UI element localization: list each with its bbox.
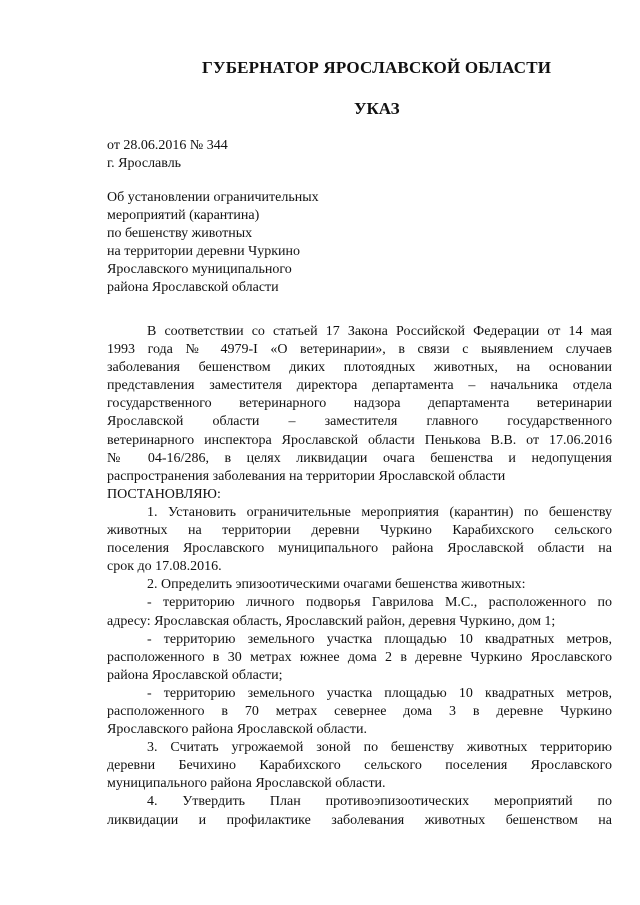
item-4-paragraph [107, 793, 612, 829]
text-line: Ярославской области – заместителя главного государственного [107, 414, 612, 430]
subject-line: района Ярославской области [107, 280, 279, 295]
subject-line: мероприятий (карантина) [107, 208, 260, 223]
item-1-paragraph [107, 504, 612, 576]
text-line: заболевания бешенством диких плотоядных животных, на основании [107, 360, 612, 376]
text-line: В соответствии со статьей 17 Закона Российской Федерации от 14 мая [147, 324, 612, 339]
text-line: ветеринарного инспектора Ярославской области Пенькова В.В. от 17.06.2016 [107, 432, 612, 448]
text-line: № 04-16/286, в целях ликвидации очага бешенства и недопущения [107, 450, 612, 466]
text-line: 4. Утвердить План противоэпизоотических мероприятий по [147, 794, 612, 810]
document-body [107, 323, 612, 830]
text-line: срок до 17.08.2016. [107, 559, 222, 575]
preamble-paragraph [107, 323, 612, 486]
text-line: муниципального района Ярославской области. [107, 776, 386, 792]
city: г. Ярославль [107, 156, 182, 171]
document-type: УКАЗ [354, 99, 400, 118]
item-2b-paragraph [107, 631, 612, 685]
document-meta [107, 137, 228, 173]
subject-line: Ярославского муниципального [107, 262, 292, 277]
text-line: поселения Ярославского муниципального района Ярославской области на [107, 541, 612, 557]
text-line: животных на территории деревни Чуркино Карабихского сельского [107, 523, 612, 539]
text-line: 1. Установить ограничительные мероприятия (карантин) по бешенству [147, 504, 612, 520]
text-line: 1993 года № 4979-I «О ветеринарии», в связи с выявлением случаев [107, 342, 612, 358]
subject-line: по бешенству животных [107, 226, 253, 241]
text-line: расположенного в 70 метрах севернее дома 3 в деревне Чуркино [107, 703, 612, 719]
text-line: Ярославского района Ярославской области. [107, 722, 367, 738]
item-2a-paragraph [107, 594, 612, 630]
text-line: государственного ветеринарного надзора департамента ветеринарии [107, 396, 612, 412]
text-line: расположенного в 30 метрах южнее дома 2 в деревне Чуркино Ярославского [107, 649, 612, 665]
text-line: 2. Определить эпизоотическими очагами бешенства животных: [147, 577, 526, 593]
text-line: 3. Считать угрожаемой зоной по бешенству животных территорию [147, 740, 612, 756]
text-line: - территорию личного подворья Гаврилова М.С., расположенного по [147, 595, 612, 611]
item-2c-paragraph [107, 685, 612, 739]
text-line: - территорию земельного участка площадью 10 квадратных метров, [147, 685, 612, 701]
date-and-number: от 28.06.2016 № 344 [107, 138, 228, 153]
item-2-intro [107, 576, 612, 594]
text-line: распространения заболевания на территории Ярославской области [107, 468, 506, 484]
text-line: района Ярославской области; [107, 667, 283, 683]
text-line: деревни Бечихино Карабихского сельского поселения Ярославского [107, 758, 612, 774]
document-subject [107, 189, 319, 297]
decree-word: ПОСТАНОВЛЯЮ: [107, 486, 221, 502]
issuer-title: ГУБЕРНАТОР ЯРОСЛАВСКОЙ ОБЛАСТИ [202, 58, 552, 77]
text-line: - территорию земельного участка площадью 10 квадратных метров, [147, 631, 612, 647]
text-line: представления заместителя директора департамента – начальника отдела [107, 378, 612, 394]
subject-line: на территории деревни Чуркино [107, 244, 300, 259]
subject-line: Об установлении ограничительных [107, 190, 319, 205]
text-line: адресу: Ярославская область, Ярославский район, деревня Чуркино, дом 1; [107, 613, 556, 629]
item-3-paragraph [107, 739, 612, 793]
text-line: ликвидации и профилактике заболевания животных бешенством на [107, 812, 612, 828]
